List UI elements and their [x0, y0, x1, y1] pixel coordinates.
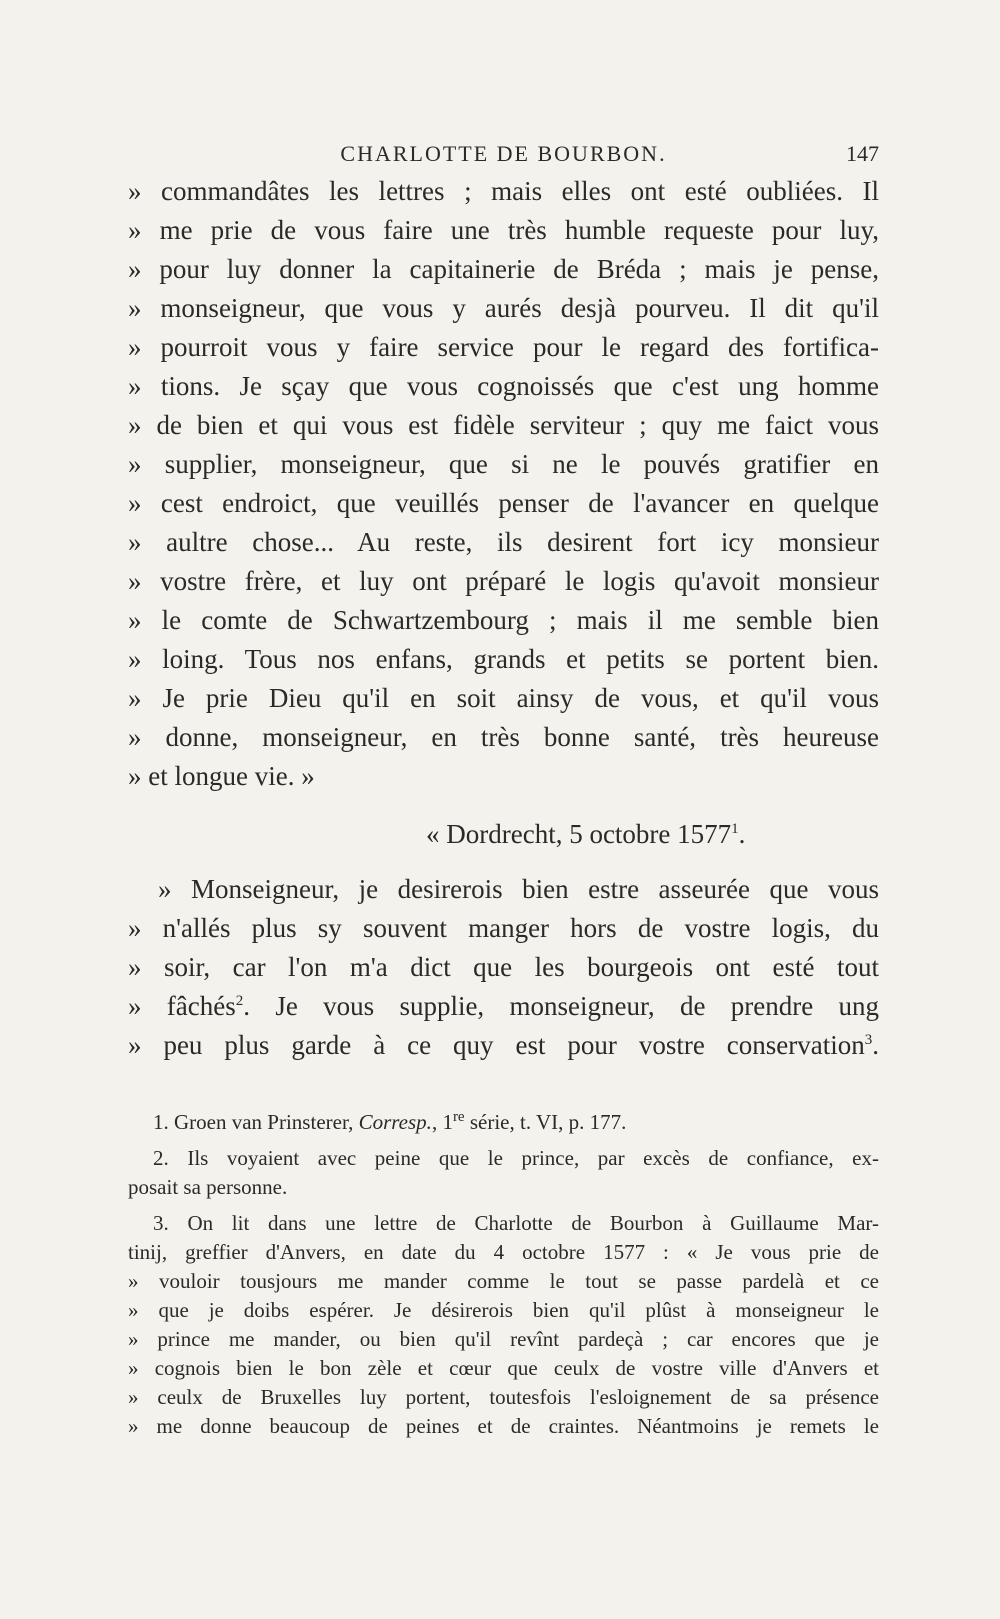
footnote-1 — [128, 1108, 879, 1137]
footnote-text: 1. Groen van Prinsterer, — [153, 1110, 359, 1134]
page-number: 147 — [846, 141, 879, 166]
footnote-2-line: posait sa personne. — [128, 1175, 288, 1199]
text-line: » monseigneur, que vous y aurés desjà pourveu. Il dit qu'il — [128, 293, 879, 323]
footnotes — [128, 1108, 879, 1441]
footnote-ref-1: 1 — [731, 821, 739, 837]
footnote-ref-2: 2 — [235, 993, 244, 1009]
text-line: » vostre frère, et luy ont préparé le logis qu'avoit monsieur — [128, 566, 879, 596]
text-line: » me prie de vous faire une très humble requeste pour luy, — [128, 215, 879, 245]
dateline-period: . — [738, 819, 746, 849]
footnote-text: , 1 — [431, 1110, 453, 1134]
text-line: » de bien et qui vous est fidèle serviteur ; quy me faict vous — [128, 410, 879, 440]
text-line: » pour luy donner la capitainerie de Bréda ; mais je pense, — [128, 254, 879, 284]
text-line: » commandâtes les lettres ; mais elles ont esté oubliées. Il — [128, 176, 879, 206]
footnote-3-line: 3. On lit dans une lettre de Charlotte de Bourbon à Guillaume Mar- — [153, 1211, 879, 1235]
footnote-text: série, t. VI, p. 177. — [464, 1110, 627, 1134]
text-line: » soir, car l'on m'a dict que les bourgeois ont esté tout — [128, 952, 879, 982]
dateline — [128, 814, 879, 854]
text-line-last: » et longue vie. » — [128, 761, 315, 791]
text-line: » Je prie Dieu qu'il en soit ainsy de vous, et qu'il vous — [128, 683, 879, 713]
text-line: » n'allés plus sy souvent manger hors de vostre logis, du — [128, 913, 879, 943]
text-line: » le comte de Schwartzembourg ; mais il me semble bien — [128, 605, 879, 635]
footnote-ref-3: 3 — [864, 1032, 873, 1048]
footnote-3-line: » que je doibs espérer. Je désirerois bien qu'il plûst à monseigneur le — [128, 1298, 879, 1322]
footnote-superscript: re — [452, 1109, 465, 1125]
footnote-3-line: » vouloir tousjours me mander comme le tout se passe pardelà et ce — [128, 1269, 879, 1293]
text-fragment: . — [872, 1030, 879, 1060]
footnote-italic: Corresp. — [358, 1110, 432, 1134]
text-fragment: » peu plus garde à ce quy est pour vostre conservation — [128, 1030, 865, 1060]
text-line — [128, 987, 879, 1026]
text-line: » supplier, monseigneur, que si ne le pouvés gratifier en — [128, 449, 879, 479]
text-fragment: » fâchés — [128, 991, 236, 1021]
footnote-2-line: 2. Ils voyaient avec peine que le prince, par excès de confiance, ex- — [153, 1146, 879, 1170]
footnote-3-line: » ceulx de Bruxelles luy portent, toutesfois l'esloignement de sa présence — [128, 1385, 879, 1409]
text-line: » loing. Tous nos enfans, grands et petits se portent bien. — [128, 644, 879, 674]
text-line: » pourroit vous y faire service pour le regard des fortifica- — [128, 332, 879, 362]
running-head — [128, 136, 879, 172]
text-line: » cest endroict, que veuillés penser de l'avancer en quelque — [128, 488, 879, 518]
text-line: » donne, monseigneur, en très bonne santé, très heureuse — [128, 722, 879, 752]
text-line: » aultre chose... Au reste, ils desirent fort icy monsieur — [128, 527, 879, 557]
body-text — [128, 172, 879, 1065]
footnote-3-line: tinij, greffier d'Anvers, en date du 4 octobre 1577 : « Je vous prie de — [128, 1240, 879, 1264]
dateline-text: « Dordrecht, 5 octobre 1577 — [426, 819, 732, 849]
footnote-3-line: » cognois bien le bon zèle et cœur que ceulx de vostre ville d'Anvers et — [128, 1356, 879, 1380]
footnote-3-line: » prince me mander, ou bien qu'il revînt pardeçà ; car encores que je — [128, 1327, 879, 1351]
text-fragment: . Je vous supplie, monseigneur, de prendre ung — [243, 991, 879, 1021]
letter-2 — [128, 870, 879, 1065]
text-line: » tions. Je sçay que vous cognoissés que c'est ung homme — [128, 371, 879, 401]
running-title: CHARLOTTE DE BOURBON. — [340, 141, 667, 166]
letter-1 — [128, 172, 879, 796]
text-line — [128, 1026, 879, 1065]
text-line: » Monseigneur, je desirerois bien estre asseurée que vous — [158, 874, 879, 904]
footnote-3-line: » me donne beaucoup de peines et de craintes. Néantmoins je remets le — [128, 1414, 879, 1438]
